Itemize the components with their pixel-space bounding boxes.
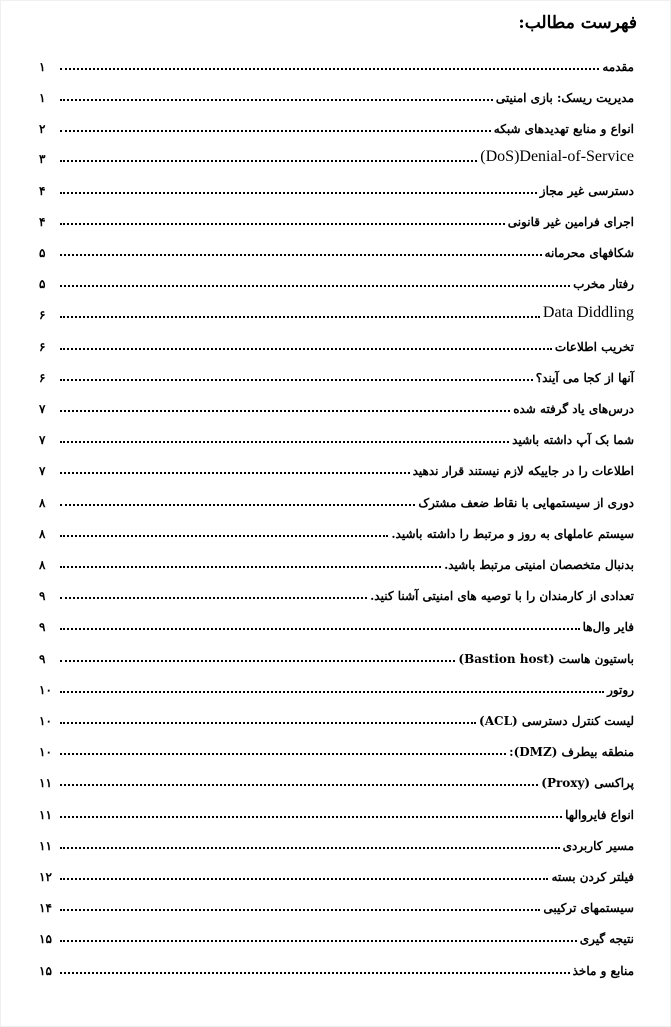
dot-leader [60, 721, 476, 724]
toc-entry-label: رفتار مخرب [573, 277, 634, 291]
toc-entry-17[interactable] [39, 551, 642, 573]
toc-entry-19[interactable] [39, 613, 634, 635]
toc-entry-page: ۵ [39, 246, 46, 260]
toc-entry-page: ۲ [39, 122, 46, 136]
dot-leader [60, 877, 548, 880]
toc-entry-16[interactable] [39, 520, 642, 542]
toc-entry-label: فایر وال‌ها [582, 620, 634, 634]
toc-entry-label: پراکسی (Proxy) [541, 776, 634, 790]
dot-leader [60, 627, 580, 630]
toc-entry-3[interactable] [39, 115, 634, 137]
toc-entry-page: ۱۵ [39, 964, 52, 978]
toc-entry-label: تخریب اطلاعات [554, 340, 634, 354]
dot-leader [60, 503, 415, 506]
toc-entry-15[interactable] [39, 489, 642, 511]
toc-entry-28[interactable] [39, 894, 648, 916]
dot-leader [60, 534, 388, 537]
toc-entry-7[interactable] [39, 239, 648, 261]
toc-entry-12[interactable] [39, 395, 634, 417]
toc-entry-label: Data Diddling [542, 304, 634, 321]
toc-entry-page: ۴ [39, 184, 46, 198]
toc-entry-page: ۵ [39, 277, 46, 291]
dot-leader [60, 129, 491, 132]
toc-entry-label: مدیریت ریسک: بازی امنیتی [495, 91, 634, 105]
dot-leader [60, 471, 410, 474]
toc-entry-label: نتیجه گیری [579, 932, 634, 946]
toc-entry-page: ۶ [39, 340, 46, 354]
dot-leader [60, 690, 604, 693]
toc-entry-label: باستیون هاست (Bastion host) [458, 652, 634, 666]
toc-entry-page: ۹ [39, 620, 46, 634]
toc-entry-page: ۹ [39, 652, 46, 666]
toc-entry-label: دسترسی غیر مجاز [539, 184, 634, 198]
dot-leader [60, 846, 560, 849]
toc-entry-label: تعدادی از کارمندان را با توصیه های امنیتی آشنا کنید. [370, 589, 634, 603]
toc-entry-label: مسیر کاربردی [562, 839, 634, 853]
toc-entry-page: ۸ [39, 558, 46, 572]
toc-entry-label: (DoS)Denial-of-Service [480, 148, 634, 165]
toc-entry-10[interactable] [39, 333, 654, 355]
toc-entry-label: مقدمه [602, 60, 634, 74]
toc-entry-page: ۴ [39, 215, 46, 229]
toc-entry-5[interactable] [39, 177, 648, 199]
toc-entry-label: دوری از سیستمهایی با نقاط ضعف مشترک [418, 496, 634, 510]
table-of-contents [39, 53, 634, 993]
dot-leader [60, 440, 509, 443]
toc-entry-20[interactable] [39, 645, 642, 667]
dot-leader [60, 783, 538, 786]
toc-entry-21[interactable] [39, 676, 642, 698]
toc-entry-page: ۱۱ [39, 808, 52, 822]
dot-leader [60, 347, 552, 350]
toc-entry-page: ۱۰ [39, 714, 52, 728]
dot-leader [60, 596, 367, 599]
toc-entry-11[interactable] [39, 364, 634, 386]
toc-entry-page: ۱۰ [39, 683, 52, 697]
toc-entry-page: ۶ [39, 308, 46, 322]
toc-entry-30[interactable] [39, 957, 634, 979]
dot-leader [60, 191, 537, 194]
toc-entry-page: ۶ [39, 371, 46, 385]
dot-leader [60, 565, 441, 568]
page-title: فهرست مطالب: [518, 13, 637, 33]
toc-entry-page: ۷ [39, 433, 46, 447]
toc-entry-27[interactable] [39, 863, 648, 885]
toc-entry-page: ۷ [39, 464, 46, 478]
toc-entry-page: ۱۵ [39, 932, 52, 946]
dot-leader [60, 222, 505, 225]
toc-entry-page: ۱۲ [39, 870, 52, 884]
dot-leader [60, 971, 570, 974]
toc-entry-14[interactable] [39, 457, 642, 479]
toc-entry-label: منطقه بیطرف (DMZ): [509, 745, 634, 759]
dot-leader [60, 378, 533, 381]
toc-entry-label: اطلاعات را در جاییکه لازم نیستند قرار ندهید [412, 464, 634, 478]
toc-entry-22[interactable] [39, 707, 642, 729]
toc-entry-page: ۱۱ [39, 776, 52, 790]
dot-leader [60, 253, 542, 256]
toc-entry-label: فیلتر کردن بسته [551, 870, 634, 884]
toc-entry-24[interactable] [39, 769, 642, 791]
dot-leader [60, 284, 570, 287]
toc-entry-label: درس‌های یاد گرفته شده [513, 402, 634, 416]
toc-entry-label: سیستمهای ترکیبی [543, 901, 634, 915]
toc-entry-label: اجرای فرامین غیر قانونی [507, 215, 634, 229]
toc-entry-6[interactable] [39, 208, 648, 230]
toc-entry-1[interactable] [39, 53, 634, 75]
toc-entry-8[interactable] [39, 270, 648, 292]
toc-entry-label: شما بک آپ داشته باشید [512, 433, 634, 447]
toc-entry-page: ۳ [39, 152, 46, 166]
toc-entry-page: ۸ [39, 496, 46, 510]
toc-entry-label: آنها از کجا می آیند؟ [535, 371, 634, 385]
dot-leader [60, 315, 540, 318]
toc-entry-label: سیستم عاملهای به روز و مرتبط را داشته باشید. [391, 527, 634, 541]
toc-entry-label: شکافهای محرمانه [544, 246, 634, 260]
toc-entry-9[interactable] [39, 301, 654, 323]
toc-entry-25[interactable] [39, 801, 642, 823]
toc-entry-label: انواع و منابع تهدیدهای شبکه [493, 122, 634, 136]
toc-entry-page: ۱ [39, 60, 46, 74]
toc-entry-page: ۱۴ [39, 901, 52, 915]
toc-entry-label: روتور [607, 683, 634, 697]
toc-entry-page: ۷ [39, 402, 46, 416]
toc-entry-label: انواع فایروالها [565, 808, 634, 822]
toc-entry-label: بدنبال متخصصان امنیتی مرتبط باشید. [444, 558, 634, 572]
toc-entry-page: ۱ [39, 91, 46, 105]
toc-entry-26[interactable] [39, 832, 648, 854]
toc-entry-page: ۹ [39, 589, 46, 603]
dot-leader [60, 815, 562, 818]
dot-leader [60, 98, 493, 101]
dot-leader [60, 752, 506, 755]
dot-leader [60, 939, 577, 942]
toc-entry-label: منابع و ماخذ [572, 964, 634, 978]
dot-leader [60, 908, 540, 911]
toc-entry-page: ۸ [39, 527, 46, 541]
toc-entry-page: ۱۱ [39, 839, 52, 853]
toc-entry-23[interactable] [39, 738, 642, 760]
toc-entry-label: لیست کنترل دسترسی (ACL) [479, 714, 634, 728]
toc-entry-page: ۱۰ [39, 745, 52, 759]
toc-entry-18[interactable] [39, 582, 642, 604]
dot-leader [60, 409, 510, 412]
dot-leader [60, 159, 477, 162]
toc-entry-29[interactable] [39, 925, 634, 947]
toc-entry-2[interactable] [39, 84, 634, 106]
dot-leader [60, 659, 455, 662]
toc-entry-4[interactable] [39, 145, 648, 167]
dot-leader [60, 67, 599, 70]
toc-entry-13[interactable] [39, 426, 642, 448]
